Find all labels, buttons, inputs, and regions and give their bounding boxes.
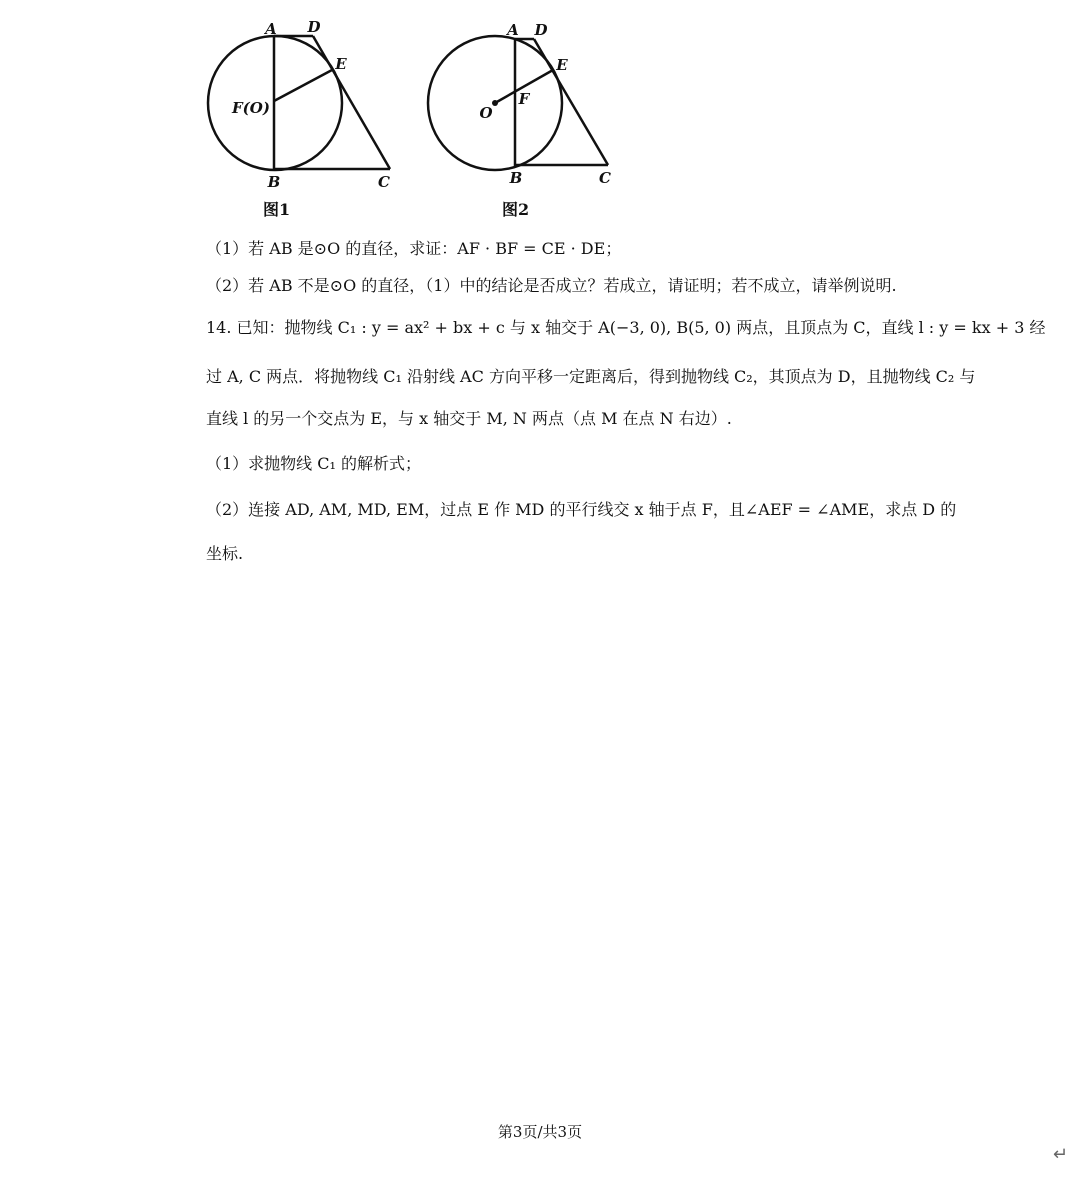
q14-line3-text: 直线 l 的另一个交点为 E，与 x 轴交于 M, N 两点（点 M 在点 N 右边）. <box>206 409 732 428</box>
q13-part1-text: （1）若 AB 是⊙O 的直径，求证：AF · BF = CE · DE； <box>206 239 622 258</box>
fig1-label-e: E <box>335 55 347 73</box>
fig2-label-e: E <box>556 56 568 74</box>
figure-1 <box>200 10 410 220</box>
fig1-label-b: B <box>267 173 281 191</box>
q14-line1-text: 14. 已知：抛物线 C₁ : y = ax² + bx + c 与 x 轴交于 A(−3, 0), B(5, 0) 两点，且顶点为 C，直线 l : y = kx + 3 经 <box>206 318 1046 337</box>
figure-1-caption: 图1 <box>263 200 291 219</box>
figure-2-caption: 图2 <box>502 200 530 219</box>
q14-part1-text: （1）求抛物线 C₁ 的解析式； <box>206 454 422 473</box>
fig2-label-o: O <box>479 104 493 122</box>
q13-part2-text: （2）若 AB 不是⊙O 的直径，（1）中的结论是否成立？若成立，请证明；若不成立，请举例说明. <box>206 276 897 295</box>
fig2-label-a: A <box>507 21 519 39</box>
figure-2-diagram <box>420 10 630 220</box>
fig1-label-c: C <box>378 173 390 191</box>
fig2-label-f: F <box>518 90 530 108</box>
paragraph-return-mark: ↵ <box>1052 1144 1068 1165</box>
q14-part2-text: （2）连接 AD, AM, MD, EM，过点 E 作 MD 的平行线交 x 轴于点 F，且∠AEF = ∠AME，求点 D 的 <box>206 500 957 519</box>
fig1-label-fo: F(O) <box>232 99 270 117</box>
fig2-label-d: D <box>534 21 548 39</box>
q14-part2-continuation: 坐标. <box>206 544 244 563</box>
fig1-label-a: A <box>265 20 277 38</box>
fig2-label-c: C <box>599 169 611 187</box>
page-number-footer: 第3页/共3页 <box>497 1123 583 1141</box>
figure-1-diagram <box>200 10 410 220</box>
fig1-label-d: D <box>307 18 321 36</box>
q14-line2-text: 过 A, C 两点．将抛物线 C₁ 沿射线 AC 方向平移一定距离后，得到抛物线 C₂，其顶点为 D，且抛物线 C₂ 与 <box>206 367 976 386</box>
figure-2 <box>420 10 630 220</box>
fig2-label-b: B <box>509 169 523 187</box>
